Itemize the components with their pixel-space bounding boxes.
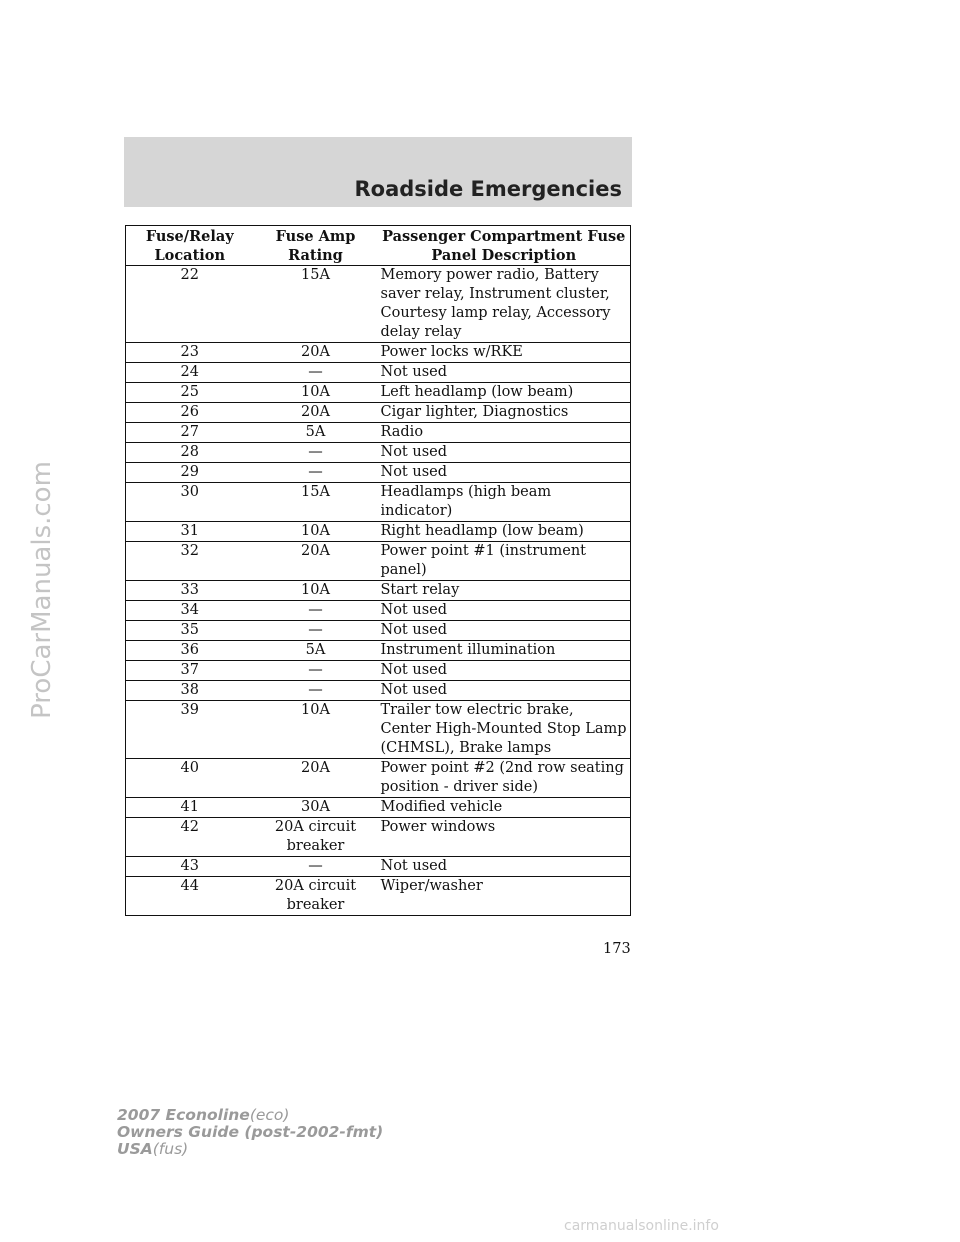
fuse-description-cell: Cigar lighter, Diagnostics xyxy=(378,403,631,423)
table-row xyxy=(126,759,631,798)
fuse-amp-cell: 30A xyxy=(254,798,378,818)
section-title: Roadside Emergencies xyxy=(354,177,622,201)
fuse-location-cell: 23 xyxy=(126,343,254,363)
fuse-amp-cell: 10A xyxy=(254,383,378,403)
footer-model-code: (eco) xyxy=(249,1106,290,1124)
side-watermark xyxy=(0,0,70,1242)
fuse-description-cell: Not used xyxy=(378,857,631,877)
section-header-band xyxy=(124,137,632,207)
fuse-location-cell: 22 xyxy=(126,266,254,343)
footer-line-1 xyxy=(117,1107,383,1124)
table-row xyxy=(126,601,631,621)
fuse-description-cell: Not used xyxy=(378,621,631,641)
fuse-location-cell: 44 xyxy=(126,877,254,916)
fuse-amp-cell: 10A xyxy=(254,522,378,542)
fuse-amp-cell: — xyxy=(254,661,378,681)
fuse-description-cell: Not used xyxy=(378,661,631,681)
fuse-description-cell: Power windows xyxy=(378,818,631,857)
table-row xyxy=(126,701,631,759)
fuse-description-cell: Not used xyxy=(378,601,631,621)
table-row xyxy=(126,857,631,877)
footer-market: USA xyxy=(117,1140,153,1158)
fuse-description-cell: Power point #2 (2nd row seating position - driver side) xyxy=(378,759,631,798)
table-body xyxy=(126,266,631,916)
fuse-description-cell: Not used xyxy=(378,363,631,383)
footer-model: 2007 Econoline xyxy=(117,1106,250,1124)
fuse-location-cell: 40 xyxy=(126,759,254,798)
fuse-location-cell: 35 xyxy=(126,621,254,641)
table-row xyxy=(126,423,631,443)
table-header-row xyxy=(126,226,631,266)
footer-line-3 xyxy=(117,1141,383,1158)
table-row xyxy=(126,681,631,701)
footer-market-code: (fus) xyxy=(152,1140,189,1158)
fuse-amp-cell: 20A circuit breaker xyxy=(254,818,378,857)
fuse-location-cell: 36 xyxy=(126,641,254,661)
table-row xyxy=(126,483,631,522)
fuse-location-cell: 26 xyxy=(126,403,254,423)
fuse-location-cell: 34 xyxy=(126,601,254,621)
table-row xyxy=(126,661,631,681)
fuse-amp-cell: 20A xyxy=(254,343,378,363)
fuse-amp-cell: — xyxy=(254,443,378,463)
fuse-location-cell: 41 xyxy=(126,798,254,818)
table-row xyxy=(126,621,631,641)
fuse-description-cell: Right headlamp (low beam) xyxy=(378,522,631,542)
bottom-watermark: carmanualsonline.info xyxy=(564,1218,719,1234)
fuse-description-cell: Modified vehicle xyxy=(378,798,631,818)
fuse-amp-cell: — xyxy=(254,681,378,701)
table-row xyxy=(126,542,631,581)
fuse-description-cell: Memory power radio, Battery saver relay, Instrument cluster, Courtesy lamp relay, Accessory delay relay xyxy=(378,266,631,343)
table-row xyxy=(126,403,631,423)
fuse-description-cell: Trailer tow electric brake, Center High-Mounted Stop Lamp (CHMSL), Brake lamps xyxy=(378,701,631,759)
fuse-location-cell: 28 xyxy=(126,443,254,463)
fuse-amp-cell: 15A xyxy=(254,266,378,343)
table-row xyxy=(126,463,631,483)
fuse-location-cell: 25 xyxy=(126,383,254,403)
table-row xyxy=(126,581,631,601)
fuse-location-cell: 27 xyxy=(126,423,254,443)
fuse-location-cell: 39 xyxy=(126,701,254,759)
fuse-description-cell: Instrument illumination xyxy=(378,641,631,661)
fuse-location-cell: 43 xyxy=(126,857,254,877)
column-header-description: Passenger Compartment Fuse Panel Description xyxy=(378,226,631,266)
fuse-amp-cell: 20A xyxy=(254,759,378,798)
fuse-amp-cell: — xyxy=(254,363,378,383)
table-row xyxy=(126,818,631,857)
fuse-amp-cell: — xyxy=(254,601,378,621)
page-number: 173 xyxy=(603,941,631,957)
fuse-amp-cell: 15A xyxy=(254,483,378,522)
fuse-amp-cell: 20A xyxy=(254,542,378,581)
table-row xyxy=(126,877,631,916)
fuse-description-cell: Start relay xyxy=(378,581,631,601)
fuse-amp-cell: — xyxy=(254,857,378,877)
table-row xyxy=(126,443,631,463)
table-row xyxy=(126,798,631,818)
fuse-location-cell: 33 xyxy=(126,581,254,601)
fuse-location-cell: 37 xyxy=(126,661,254,681)
side-watermark-text: ProCarManuals.com xyxy=(27,461,57,719)
fuse-description-cell: Power point #1 (instrument panel) xyxy=(378,542,631,581)
column-header-amp: Fuse Amp Rating xyxy=(254,226,378,266)
fuse-location-cell: 24 xyxy=(126,363,254,383)
fuse-amp-cell: 20A circuit breaker xyxy=(254,877,378,916)
fuse-panel-table xyxy=(125,225,631,916)
fuse-description-cell: Wiper/washer xyxy=(378,877,631,916)
footer-line-2: Owners Guide (post-2002-fmt) xyxy=(117,1123,384,1141)
fuse-location-cell: 29 xyxy=(126,463,254,483)
fuse-location-cell: 32 xyxy=(126,542,254,581)
table-row xyxy=(126,383,631,403)
table-row xyxy=(126,343,631,363)
fuse-description-cell: Not used xyxy=(378,681,631,701)
fuse-location-cell: 31 xyxy=(126,522,254,542)
fuse-amp-cell: — xyxy=(254,463,378,483)
column-header-location: Fuse/Relay Location xyxy=(126,226,254,266)
fuse-amp-cell: 20A xyxy=(254,403,378,423)
fuse-amp-cell: 10A xyxy=(254,581,378,601)
fuse-description-cell: Not used xyxy=(378,463,631,483)
fuse-amp-cell: — xyxy=(254,621,378,641)
fuse-location-cell: 30 xyxy=(126,483,254,522)
table-row xyxy=(126,522,631,542)
fuse-description-cell: Not used xyxy=(378,443,631,463)
fuse-amp-cell: 5A xyxy=(254,641,378,661)
table-row xyxy=(126,266,631,343)
table-row xyxy=(126,363,631,383)
fuse-description-cell: Radio xyxy=(378,423,631,443)
fuse-location-cell: 38 xyxy=(126,681,254,701)
fuse-location-cell: 42 xyxy=(126,818,254,857)
document-footer xyxy=(117,1107,383,1158)
fuse-amp-cell: 10A xyxy=(254,701,378,759)
fuse-description-cell: Left headlamp (low beam) xyxy=(378,383,631,403)
fuse-description-cell: Headlamps (high beam indicator) xyxy=(378,483,631,522)
table-row xyxy=(126,641,631,661)
fuse-amp-cell: 5A xyxy=(254,423,378,443)
fuse-description-cell: Power locks w/RKE xyxy=(378,343,631,363)
